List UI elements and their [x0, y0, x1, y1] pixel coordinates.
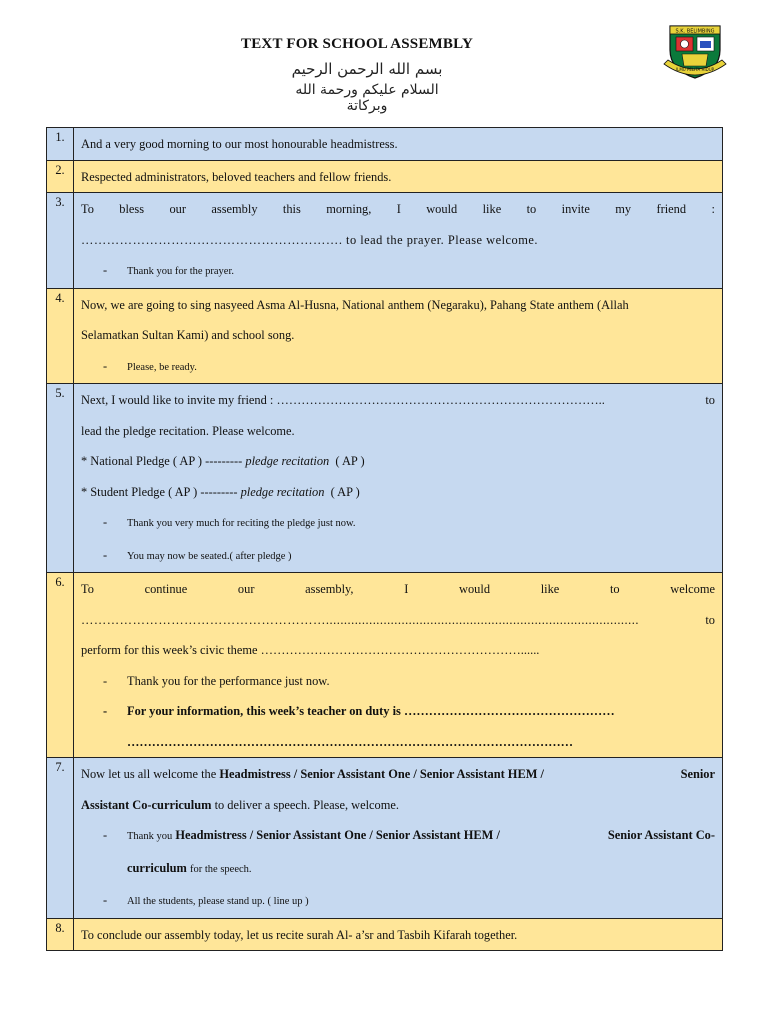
row-text: Respected administrators, beloved teachers and fellow friends. [81, 169, 392, 184]
row-number: 2. [47, 160, 74, 193]
national-pledge-line: * National Pledge ( AP ) --------- pledge recitation ( AP ) [81, 454, 365, 468]
row-text: lead the pledge recitation. Please welcome. [81, 423, 295, 438]
bullet-item: - You may now be seated.( after pledge ) [103, 547, 292, 562]
table-row [47, 918, 723, 951]
justified-line: Now let us all welcome the Headmistress / Senior Assistant One / Senior Assistant HEM / Senior [81, 767, 715, 781]
bismillah-text: بسم الله الرحمن الرحيم [291, 60, 443, 78]
table-row [47, 193, 723, 289]
table-row [47, 160, 723, 193]
row-number: 7. [47, 758, 74, 919]
row-text: And a very good morning to our most honourable headmistress. [81, 137, 398, 151]
row-number: 8. [47, 918, 74, 951]
row-text: Now, we are going to sing nasyeed Asma Al-Husna, National anthem (Negaraku), Pahang State anthem (Allah [81, 297, 629, 312]
document-title: TEXT FOR SCHOOL ASSEMBLY [241, 36, 473, 52]
salam-text: السلام عليكم ورحمة الله وبركاتة [295, 82, 439, 114]
bullet-item: - Thank you Headmistress / Senior Assistant One / Senior Assistant HEM / Senior Assistant Co- [103, 828, 715, 842]
table-row [47, 573, 723, 758]
row-text: To conclude our assembly today, let us recite surah Al- a’sr and Tasbih Kifarah together. [81, 927, 518, 942]
bullet-item: - Thank you for the prayer. [103, 263, 235, 277]
table-row [47, 288, 723, 384]
justified-line: …………………………………………………....................................................................................... to [81, 612, 715, 627]
row-text: ……………………………………………………. to lead the prayer. Please welcome. [81, 232, 538, 247]
bullet-continuation: curriculum for the speech. [127, 860, 252, 875]
bullet-item: - For your information, this week’s teacher on duty is …………………………………………… [103, 704, 615, 718]
row-number: 4. [47, 288, 74, 384]
row-number: 6. [47, 573, 74, 758]
table-row [47, 384, 723, 573]
assembly-script-table [46, 127, 723, 951]
row-text: Selamatkan Sultan Kami) and school song. [81, 328, 295, 342]
student-pledge-line: * Student Pledge ( AP ) --------- pledge recitation ( AP ) [81, 484, 360, 499]
svg-text:ILMU PELITA HIDUP: ILMU PELITA HIDUP [675, 67, 715, 72]
row-text: perform for this week’s civic theme ………………………………………………………...... [81, 643, 540, 657]
justified-line: Next, I would like to invite my friend : …………………………………………………………………….. to [81, 393, 715, 407]
table-row [47, 758, 723, 919]
table-row [47, 128, 723, 161]
svg-text:S.K. BELIMBING: S.K. BELIMBING [675, 28, 715, 35]
justified-line: To bless our assembly this morning, I would like to invite my friend : [81, 202, 715, 216]
row-number: 5. [47, 384, 74, 573]
bullet-item: - Thank you very much for reciting the pledge just now. [103, 515, 356, 529]
bullet-item: - All the students, please stand up. ( line up ) [103, 893, 309, 907]
row-number: 1. [47, 128, 74, 161]
justified-line: To continue our assembly, I would like to welcome [81, 582, 715, 596]
row-number: 3. [47, 193, 74, 289]
bullet-item: - Please, be ready. [103, 358, 197, 373]
school-crest-logo [662, 20, 728, 84]
bullet-item: - Thank you for the performance just now. [103, 673, 330, 688]
row-text: Assistant Co-curriculum to deliver a speech. Please, welcome. [81, 797, 399, 812]
bullet-continuation: ……………………………………………………………………………………………… [127, 734, 574, 749]
